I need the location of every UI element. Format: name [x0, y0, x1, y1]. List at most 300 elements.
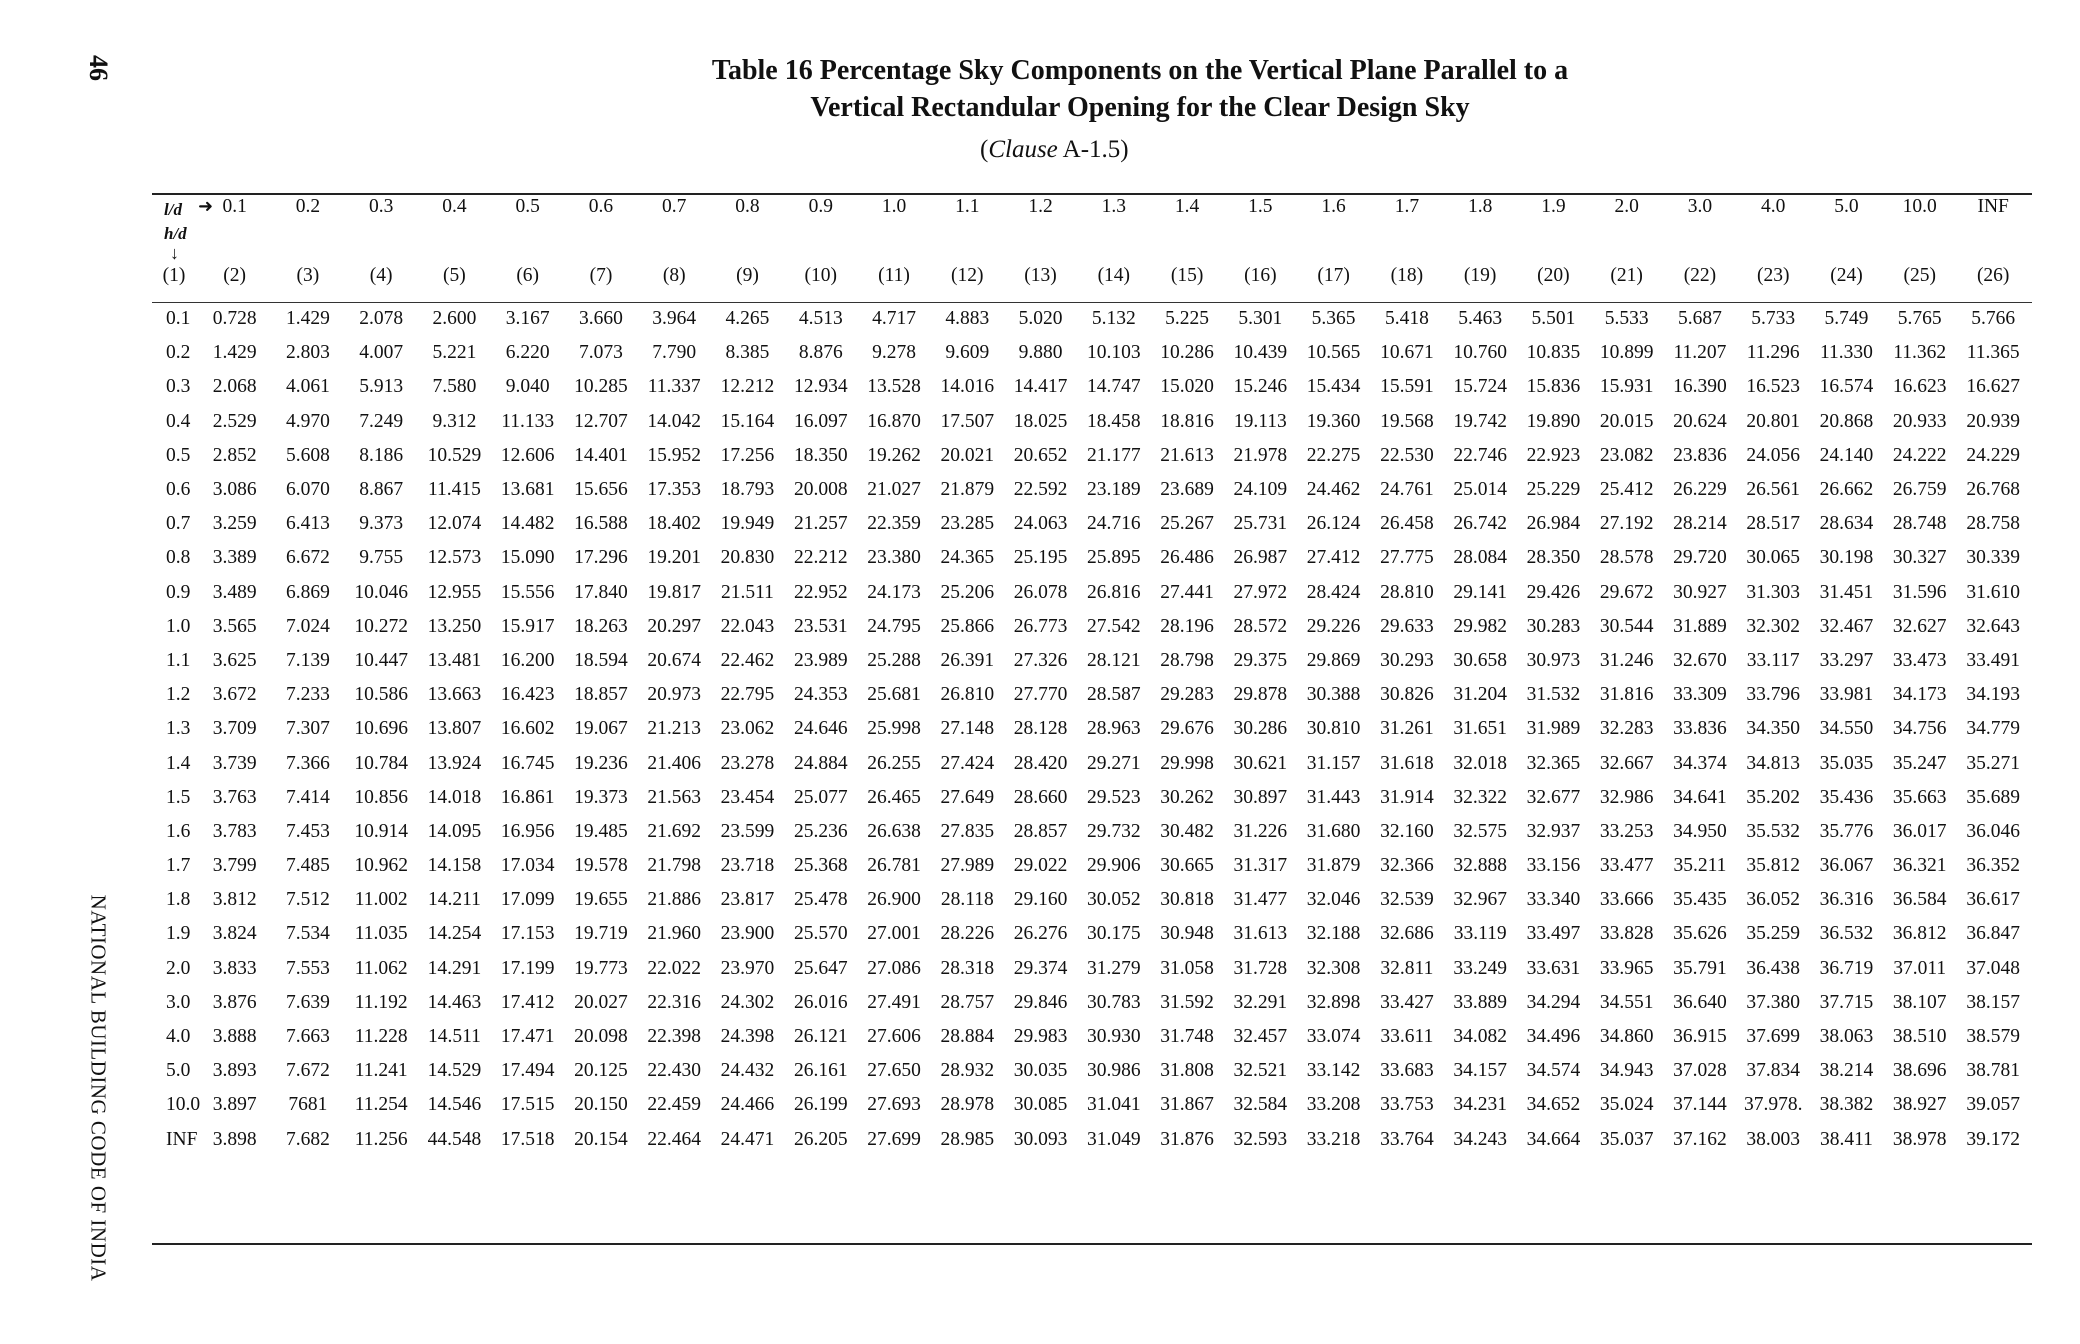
table-row — [150, 781, 2030, 815]
table-cell: 38.411 — [1820, 1128, 1873, 1150]
table-cell: 7.414 — [285, 786, 330, 808]
table-cell: 24.761 — [1380, 479, 1434, 501]
table-cell: 35.812 — [1746, 855, 1801, 877]
table-cell: 26.638 — [867, 820, 921, 842]
table-cell: 26.276 — [1013, 923, 1068, 945]
table-cell: 7.790 — [652, 342, 697, 364]
column-number-cell: (17) — [1317, 265, 1350, 286]
table-cell: 36.584 — [1892, 889, 1947, 911]
table-cell: 38.382 — [1819, 1094, 1874, 1116]
table-cell: 33.764 — [1380, 1128, 1434, 1150]
table-cell: 36.640 — [1673, 991, 1727, 1013]
table-cell: 31.592 — [1160, 991, 1214, 1013]
table-cell: 11.330 — [1820, 342, 1873, 364]
table-cell: 34.664 — [1526, 1128, 1581, 1150]
table-cell: 22.212 — [793, 547, 848, 569]
table-cell: 30.283 — [1526, 615, 1581, 637]
table-cell: 3.709 — [212, 718, 257, 740]
clause-word: Clause — [988, 136, 1058, 163]
table-cell: 20.098 — [574, 1026, 628, 1048]
table-cell: 23.189 — [1087, 479, 1141, 501]
table-cell: 14.546 — [427, 1094, 482, 1116]
table-cell: 11.228 — [354, 1026, 408, 1048]
table-cell: 14.401 — [574, 444, 628, 466]
table-cell: 31.889 — [1673, 615, 1727, 637]
table-cell: 28.214 — [1673, 513, 1727, 535]
table-cell: 32.160 — [1380, 820, 1434, 842]
table-cell: 17.353 — [647, 479, 702, 501]
table-cell: 16.623 — [1892, 376, 1947, 398]
table-cell: 26.458 — [1380, 513, 1434, 535]
table-cell: 35.663 — [1892, 786, 1947, 808]
table-cell: 31.157 — [1306, 752, 1361, 774]
table-cell: 17.840 — [574, 581, 628, 603]
table-cell: 3.565 — [212, 615, 257, 637]
table-cell: 22.592 — [1013, 479, 1068, 501]
table-cell: 21.511 — [721, 581, 774, 603]
ld-header-cell: 0.1 — [222, 196, 247, 217]
table-cell: 26.662 — [1819, 479, 1874, 501]
table-cell: 34.243 — [1453, 1128, 1507, 1150]
table-cell: 34.943 — [1599, 1060, 1654, 1082]
table-cell: 26.759 — [1892, 479, 1947, 501]
table-cell: 20.933 — [1892, 410, 1947, 432]
table-cell: 19.568 — [1380, 410, 1434, 432]
table-cell: 21.960 — [647, 923, 702, 945]
table-cell: 33.208 — [1306, 1094, 1361, 1116]
table-cell: 26.781 — [867, 855, 921, 877]
table-row — [150, 439, 2030, 473]
table-cell: 3.672 — [212, 684, 257, 706]
table-cell: 31.451 — [1819, 581, 1874, 603]
table-cell: 34.551 — [1599, 991, 1654, 1013]
arrow-down-icon: ↓ — [170, 243, 179, 263]
table-cell: 6.070 — [285, 479, 330, 501]
table-cell: 31.989 — [1526, 718, 1581, 740]
ld-header-cell: 0.6 — [588, 196, 614, 217]
table-cell: 16.627 — [1966, 376, 2020, 398]
table-cell: 10.272 — [354, 615, 408, 637]
ld-header-cell: 1.1 — [955, 196, 980, 217]
table-cell: 19.236 — [574, 752, 628, 774]
table-cell: 28.748 — [1892, 513, 1947, 535]
table-cell: 3.167 — [505, 308, 550, 330]
table-cell: 30.262 — [1160, 786, 1214, 808]
table-cell: 27.441 — [1160, 581, 1214, 603]
table-cell: 25.895 — [1087, 547, 1141, 569]
table-cell: 38.510 — [1892, 1026, 1947, 1048]
table-cell: 19.262 — [867, 444, 921, 466]
table-row — [150, 610, 2030, 644]
table-cell: 22.359 — [867, 513, 921, 535]
table-cell: 5.225 — [1165, 308, 1210, 330]
table-cell: 5.913 — [359, 376, 404, 398]
table-cell: 3.739 — [212, 752, 257, 774]
table-cell: 12.212 — [720, 376, 775, 398]
table-cell: 32.584 — [1233, 1094, 1288, 1116]
table-cell: 30.544 — [1599, 615, 1654, 637]
table-row — [150, 576, 2030, 610]
column-number-cell: (6) — [516, 265, 540, 286]
table-cell: 5.418 — [1384, 308, 1429, 330]
table-cell: 15.246 — [1233, 376, 1288, 398]
table-cell: 31.303 — [1746, 581, 1801, 603]
table-cell: 35.035 — [1819, 752, 1874, 774]
table-cell: 30.810 — [1306, 718, 1361, 740]
table-cell: 5.020 — [1018, 308, 1063, 330]
table-cell: 27.606 — [867, 1026, 921, 1048]
table-cell: 25.681 — [867, 684, 921, 706]
table-cell: 7.024 — [285, 615, 330, 637]
table-cell: 13.807 — [427, 718, 482, 740]
table-cell: 29.022 — [1013, 855, 1068, 877]
table-cell: 3.799 — [212, 855, 257, 877]
table-cell: 11.256 — [354, 1128, 408, 1150]
hd-row-label: 0.3 — [166, 376, 191, 398]
table-cell: 35.626 — [1673, 923, 1727, 945]
table-cell: 33.828 — [1599, 923, 1654, 945]
table-cell: 27.001 — [867, 923, 921, 945]
table-cell: 26.984 — [1526, 513, 1581, 535]
table-cell: 19.201 — [647, 547, 702, 569]
table-cell: 23.718 — [720, 855, 775, 877]
table-cell: 26.810 — [940, 684, 995, 706]
table-cell: 2.078 — [359, 308, 404, 330]
table-cell: 4.513 — [798, 308, 843, 330]
table-cell: 30.293 — [1380, 649, 1434, 671]
table-cell: 39.172 — [1966, 1128, 2020, 1150]
table-cell: 35.247 — [1892, 752, 1947, 774]
table-cell: 23.082 — [1599, 444, 1654, 466]
table-cell: 38.107 — [1892, 991, 1947, 1013]
table-cell: 37.834 — [1746, 1060, 1801, 1082]
table-cell: 30.065 — [1746, 547, 1801, 569]
table-cell: 16.870 — [867, 410, 921, 432]
table-cell: 4.970 — [285, 410, 330, 432]
table-cell: 29.846 — [1013, 991, 1068, 1013]
table-cell: 27.989 — [940, 855, 995, 877]
table-cell: 36.046 — [1966, 820, 2020, 842]
hd-row-label: 1.5 — [166, 786, 191, 808]
table-cell: 0.728 — [212, 308, 257, 330]
table-cell: 32.521 — [1233, 1060, 1288, 1082]
table-cell: 30.658 — [1453, 649, 1507, 671]
table-cell: 25.014 — [1453, 479, 1507, 501]
table-cell: 26.816 — [1087, 581, 1141, 603]
table-cell: 29.283 — [1160, 684, 1214, 706]
table-cell: 39.057 — [1966, 1094, 2020, 1116]
table-cell: 25.647 — [793, 957, 848, 979]
table-cell: 13.663 — [427, 684, 482, 706]
table-cell: 6.413 — [285, 513, 330, 535]
table-cell: 28.660 — [1013, 786, 1068, 808]
table-cell: 31.443 — [1306, 786, 1361, 808]
table-cell: 21.027 — [867, 479, 921, 501]
table-cell: 38.214 — [1819, 1060, 1874, 1082]
column-number-cell: (3) — [296, 265, 320, 286]
hd-row-label: 4.0 — [166, 1026, 191, 1048]
table-cell: 9.755 — [359, 547, 404, 569]
table-cell: 13.481 — [427, 649, 482, 671]
table-cell: 19.949 — [720, 513, 775, 535]
running-footer: NATIONAL BUILDING CODE OF INDIA — [86, 894, 111, 1282]
table-cell: 3.964 — [652, 308, 697, 330]
table-cell: 15.591 — [1380, 376, 1434, 398]
hd-row-label: 0.6 — [166, 479, 191, 501]
table-cell: 26.124 — [1306, 513, 1361, 535]
table-cell: 15.836 — [1526, 376, 1581, 398]
column-number-cell: (21) — [1610, 265, 1643, 286]
table-cell: 10.899 — [1599, 342, 1654, 364]
table-cell: 32.283 — [1599, 718, 1654, 740]
table-cell: 29.141 — [1453, 581, 1507, 603]
table-cell: 33.497 — [1526, 923, 1581, 945]
table-cell: 7.366 — [285, 752, 330, 774]
table-cell: 11.362 — [1893, 342, 1947, 364]
table-cell: 16.097 — [793, 410, 848, 432]
table-cell: 36.438 — [1746, 957, 1801, 979]
table-cell: 22.746 — [1453, 444, 1507, 466]
table-cell: 17.507 — [940, 410, 995, 432]
table-cell: 30.286 — [1233, 718, 1288, 740]
table-cell: 21.978 — [1233, 444, 1288, 466]
table-cell: 10.285 — [574, 376, 628, 398]
table-cell: 34.294 — [1526, 991, 1581, 1013]
table-cell: 2.803 — [285, 342, 330, 364]
table-cell: 32.467 — [1819, 615, 1874, 637]
table-cell: 33.796 — [1746, 684, 1801, 706]
ld-header-cell: 1.2 — [1028, 196, 1053, 217]
table-cell: 5.749 — [1824, 308, 1869, 330]
column-number-cell: (24) — [1830, 265, 1863, 286]
table-cell: 34.860 — [1599, 1026, 1654, 1048]
table-cell: 30.327 — [1892, 547, 1947, 569]
table-cell: 14.211 — [427, 889, 481, 911]
table-cell: 32.898 — [1306, 991, 1361, 1013]
hd-row-label: 10.0 — [166, 1094, 201, 1116]
table-cell: 33.309 — [1673, 684, 1727, 706]
table-cell: 12.074 — [427, 513, 482, 535]
table-cell: 30.897 — [1233, 786, 1288, 808]
table-cell: 3.660 — [579, 308, 623, 330]
table-cell: 26.161 — [793, 1060, 848, 1082]
table-cell: 5.608 — [285, 444, 330, 466]
table-cell: 6.672 — [285, 547, 330, 569]
table-cell: 10.286 — [1160, 342, 1214, 364]
title-line-2: Vertical Rectandular Opening for the Clear Design Sky — [810, 92, 1470, 123]
table-cell: 31.876 — [1160, 1128, 1214, 1150]
table-cell: 22.530 — [1380, 444, 1434, 466]
table-cell: 2.068 — [212, 376, 257, 398]
table-cell: 22.795 — [720, 684, 775, 706]
table-row — [150, 644, 2030, 678]
hd-row-label: 3.0 — [166, 991, 191, 1013]
table-cell: 24.432 — [720, 1060, 775, 1082]
table-cell: 8.385 — [725, 342, 770, 364]
column-number-cell: (1) — [162, 265, 186, 286]
table-cell: 21.563 — [647, 786, 702, 808]
table-cell: 31.867 — [1160, 1094, 1214, 1116]
table-cell: 10.856 — [354, 786, 408, 808]
table-cell: 33.473 — [1892, 649, 1947, 671]
table-cell: 29.271 — [1087, 752, 1141, 774]
table-cell: 16.588 — [574, 513, 628, 535]
hd-row-label: 0.7 — [166, 513, 191, 535]
table-cell: 21.213 — [647, 718, 702, 740]
table-cell: 26.486 — [1160, 547, 1214, 569]
table-cell: 23.599 — [720, 820, 775, 842]
table-cell: 17.099 — [500, 889, 555, 911]
table-cell: 29.633 — [1380, 615, 1434, 637]
hd-row-label: 0.1 — [166, 308, 191, 330]
table-cell: 26.987 — [1233, 547, 1288, 569]
table-cell: 32.888 — [1453, 855, 1507, 877]
table-cell: 10.046 — [354, 581, 408, 603]
table-top-rule — [152, 193, 2032, 195]
table-cell: 25.288 — [867, 649, 921, 671]
table-cell: 26.391 — [940, 649, 995, 671]
table-cell: 27.649 — [940, 786, 995, 808]
table-cell: 27.192 — [1599, 513, 1654, 535]
table-cell: 11.002 — [354, 889, 408, 911]
table-cell: 37.144 — [1673, 1094, 1727, 1116]
table-cell: 26.465 — [867, 786, 921, 808]
table-cell: 29.426 — [1526, 581, 1581, 603]
table-cell: 19.578 — [574, 855, 628, 877]
ld-header-cell: 0.9 — [808, 196, 833, 217]
table-cell: 33.611 — [1380, 1026, 1434, 1048]
table-cell: 32.937 — [1526, 820, 1581, 842]
table-cell: 35.271 — [1966, 752, 2020, 774]
table-cell: 24.063 — [1013, 513, 1068, 535]
table-cell: 33.889 — [1453, 991, 1507, 1013]
table-cell: 37.028 — [1673, 1060, 1727, 1082]
table-cell: 33.117 — [1746, 649, 1800, 671]
table-cell: 25.236 — [793, 820, 848, 842]
table-cell: 17.034 — [500, 855, 555, 877]
table-cell: 22.464 — [647, 1128, 702, 1150]
ld-header-cell: 0.2 — [295, 196, 321, 217]
table-cell: 23.531 — [793, 615, 848, 637]
column-number-cell: (5) — [443, 265, 466, 286]
table-cell: 24.056 — [1746, 444, 1801, 466]
table-cell: 21.406 — [647, 752, 702, 774]
table-cell: 24.229 — [1966, 444, 2020, 466]
table-cell: 30.175 — [1087, 923, 1141, 945]
table-row — [150, 746, 2030, 780]
table-cell: 9.278 — [872, 342, 916, 364]
table-cell: 19.742 — [1453, 410, 1507, 432]
table-cell: 33.218 — [1306, 1128, 1361, 1150]
table-cell: 7.233 — [285, 684, 330, 706]
table-cell: 25.267 — [1160, 513, 1214, 535]
table-cell: 33.119 — [1453, 923, 1507, 945]
table-cell: 27.972 — [1233, 581, 1288, 603]
column-number-cell: (9) — [736, 265, 759, 286]
hd-row-label: 0.9 — [166, 581, 191, 603]
ld-header-cell: 1.0 — [881, 196, 907, 217]
table-cell: 24.795 — [867, 615, 921, 637]
table-cell: 13.528 — [867, 376, 921, 398]
table-cell: 2.529 — [212, 410, 257, 432]
table-cell: 19.773 — [574, 957, 628, 979]
table-cell: 3.389 — [212, 547, 257, 569]
column-number-cell: (15) — [1170, 265, 1204, 286]
table-cell: 29.998 — [1160, 752, 1214, 774]
table-cell: 12.606 — [500, 444, 555, 466]
table-cell: 30.085 — [1013, 1094, 1068, 1116]
table-cell: 23.285 — [940, 513, 995, 535]
table-cell: 11.337 — [647, 376, 701, 398]
table-cell: 3.489 — [212, 581, 257, 603]
ld-header-cell: 0.5 — [515, 196, 540, 217]
table-cell: 28.226 — [940, 923, 995, 945]
hd-row-label: INF — [166, 1128, 198, 1150]
table-cell: 38.978 — [1892, 1128, 1947, 1150]
table-row — [150, 507, 2030, 541]
table-cell: 3.876 — [212, 991, 257, 1013]
clause-reference — [980, 136, 1129, 164]
table-cell: 17.153 — [500, 923, 555, 945]
ld-header-cell: 1.9 — [1541, 196, 1566, 217]
table-cell: 15.931 — [1599, 376, 1654, 398]
table-cell: 27.693 — [867, 1094, 921, 1116]
table-cell: 24.302 — [720, 991, 775, 1013]
table-cell: 11.365 — [1966, 342, 2020, 364]
table-cell: 26.768 — [1966, 479, 2020, 501]
table-cell: 28.121 — [1087, 649, 1141, 671]
table-cell: 21.886 — [647, 889, 702, 911]
table-cell: 36.017 — [1892, 820, 1947, 842]
table-cell: 30.930 — [1087, 1026, 1141, 1048]
table-cell: 20.830 — [720, 547, 775, 569]
table-cell: 28.196 — [1160, 615, 1214, 637]
table-cell: 32.366 — [1380, 855, 1434, 877]
table-cell: 32.811 — [1380, 957, 1434, 979]
column-number-cell: (26) — [1976, 265, 2010, 286]
table-cell: 7.663 — [285, 1026, 330, 1048]
ld-header-cell: 0.4 — [442, 196, 467, 217]
table-cell: 12.573 — [427, 547, 482, 569]
table-cell: 31.748 — [1160, 1026, 1214, 1048]
table-cell: 7.453 — [285, 820, 330, 842]
table-cell: 10.447 — [354, 649, 408, 671]
table-cell: 8.186 — [359, 444, 404, 466]
table-cell: 30.198 — [1819, 547, 1874, 569]
table-cell: 20.297 — [647, 615, 702, 637]
table-cell: 27.650 — [867, 1060, 921, 1082]
table-cell: 34.756 — [1892, 718, 1947, 740]
table-cell: 21.257 — [793, 513, 848, 535]
table-cell: 10.103 — [1087, 342, 1141, 364]
table-cell: 31.596 — [1892, 581, 1947, 603]
table-cell: 23.689 — [1160, 479, 1214, 501]
table-cell: 31.613 — [1233, 923, 1288, 945]
table-cell: 5.766 — [1971, 308, 2016, 330]
table-cell: 22.398 — [647, 1026, 702, 1048]
table-cell: 12.707 — [574, 410, 628, 432]
table-cell: 7.307 — [285, 718, 330, 740]
table-cell: 37.380 — [1746, 991, 1801, 1013]
table-cell: 4.061 — [285, 376, 330, 398]
table-cell: 5.765 — [1897, 308, 1942, 330]
table-cell: 22.043 — [720, 615, 775, 637]
table-cell: 26.773 — [1013, 615, 1068, 637]
table-body — [150, 302, 2030, 1157]
table-cell: 10.696 — [354, 718, 408, 740]
table-cell: 30.035 — [1013, 1060, 1068, 1082]
table-cell: 36.719 — [1819, 957, 1874, 979]
